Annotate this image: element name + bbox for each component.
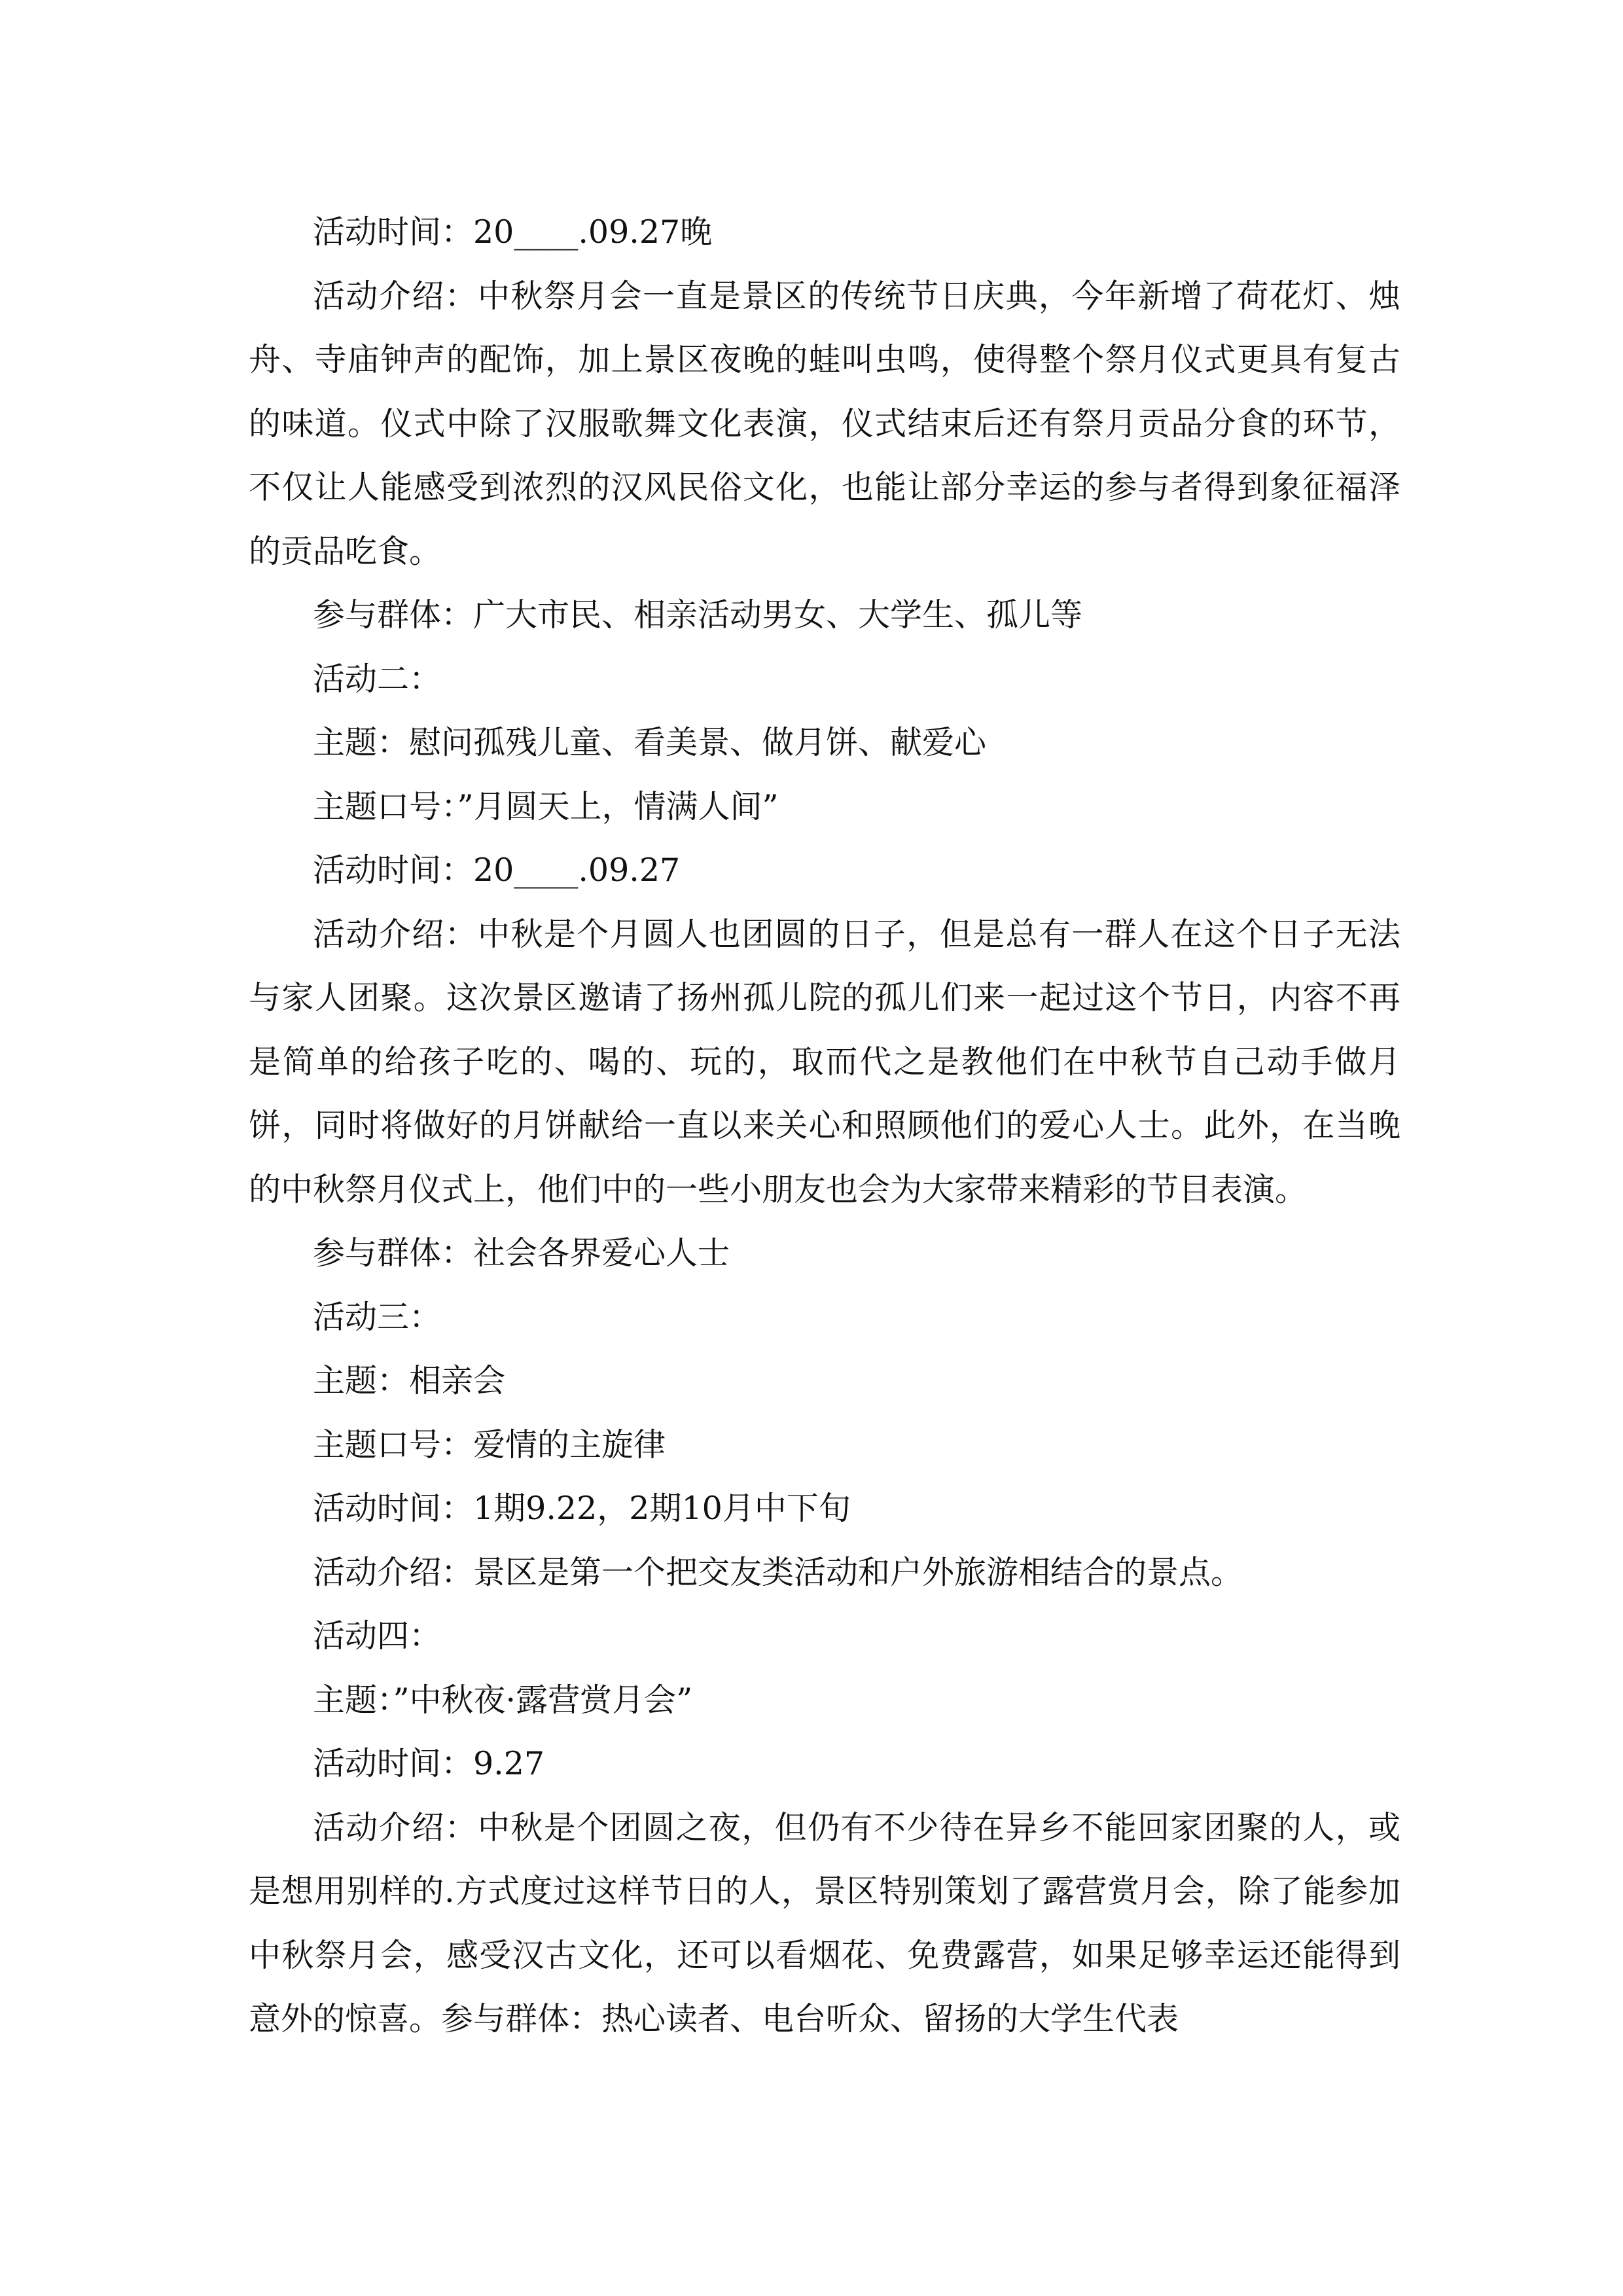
paragraph-activity-three-slogan: 主题口号：爱情的主旋律 [313, 1426, 666, 1463]
paragraph-activity-one-time: 活动时间：20____.09.27晚 [313, 213, 713, 251]
paragraph-activity-three-theme: 主题：相亲会 [313, 1362, 506, 1399]
document-page [249, 200, 1400, 2051]
paragraph-activity-two-intro: 活动介绍：中秋是个月圆人也团圆的日子，但是总有一群人在这个日子无法与家人团聚。这次景区邀请了扬州孤儿院的孤儿们来一起过这个节日，内容不再是简单的给孩子吃的、喝的、玩的，取而代之是教他们在中秋节自己动手做月饼，同时将做好的月饼献给一直以来关心和照顾他们的爱心人士。此外，在当晚的中秋祭月仪式上，他们中的一些小朋友也会为大家带来精彩的节目表演。 [249, 915, 1400, 1208]
paragraph-activity-two-slogan: 主题口号：”月圆天上，情满人间” [313, 787, 779, 825]
paragraph-activity-two-audience: 参与群体：社会各界爱心人士 [313, 1234, 730, 1272]
paragraph-activity-four-intro: 活动介绍：中秋是个团圆之夜，但仍有不少待在异乡不能回家团聚的人，或是想用别样的.方式度过这样节日的人，景区特别策划了露营赏月会，除了能参加中秋祭月会，感受汉古文化，还可以看烟花、免费露营，如果足够幸运还能得到意外的惊喜。参与群体：热心读者、电台听众、留扬的大学生代表 [249, 1808, 1400, 2037]
paragraph-activity-one-intro: 活动介绍：中秋祭月会一直是景区的传统节日庆典，今年新增了荷花灯、烛舟、寺庙钟声的配饰，加上景区夜晚的蛙叫虫鸣，使得整个祭月仪式更具有复古的味道。仪式中除了汉服歌舞文化表演，仪式结束后还有祭月贡品分食的环节，不仅让人能感受到浓烈的汉风民俗文化，也能让部分幸运的参与者得到象征福泽的贡品吃食。 [249, 277, 1400, 570]
heading-activity-three: 活动三： [313, 1298, 442, 1336]
heading-activity-two: 活动二： [313, 660, 442, 698]
paragraph-activity-one-audience: 参与群体：广大市民、相亲活动男女、大学生、孤儿等 [313, 596, 1083, 634]
heading-activity-four: 活动四： [313, 1617, 442, 1655]
paragraph-activity-four-theme: 主题：”中秋夜·露营赏月会” [313, 1681, 693, 1719]
paragraph-activity-three-time: 活动时间：1期9.22，2期10月中下旬 [313, 1490, 851, 1527]
paragraph-activity-two-theme: 主题：慰问孤残儿童、看美景、做月饼、献爱心 [313, 724, 987, 761]
paragraph-activity-two-time: 活动时间：20____.09.27 [313, 852, 681, 889]
paragraph-activity-three-intro: 活动介绍：景区是第一个把交友类活动和户外旅游相结合的景点。 [313, 1553, 1243, 1591]
paragraph-activity-four-time: 活动时间：9.27 [313, 1745, 545, 1782]
